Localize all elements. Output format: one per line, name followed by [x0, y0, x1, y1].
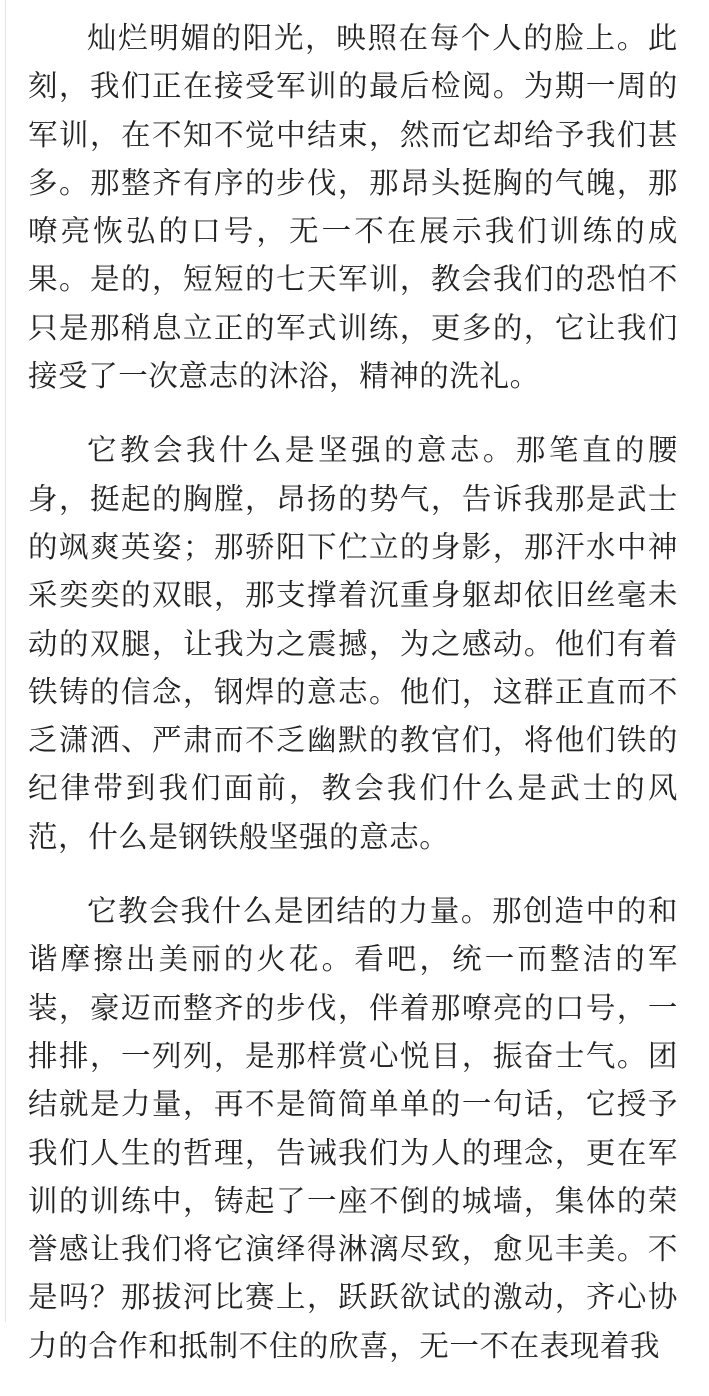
article-body [28, 14, 678, 1396]
paragraph-3: 它教会我什么是团结的力量。那创造中的和谐摩擦出美丽的火花。看吧，统一而整洁的军装，豪迈而整齐的步伐，伴着那嘹亮的口号，一排排，一列列，是那样赏心悦目，振奋士气。团结就是力量，再不是简简单单的一句话，它授予我们人生的哲理，告诫我们为人的理念，更在军训的训练中，铸起了一座不倒的城墙，集体的荣誉感让我们将它演绎得淋漓尽致，愈见丰美。不是吗？那拔河比赛上，跃跃欲试的激动，齐心协力的合作和抵制不住的欣喜，无一不在表现着我 [28, 894, 678, 1363]
paragraph-2: 它教会我什么是坚强的意志。那笔直的腰身，挺起的胸膛，昂扬的势气，告诉我那是武士的飒爽英姿；那骄阳下伫立的身影，那汗水中神采奕奕的双眼，那支撑着沉重身躯却依旧丝毫未动的双腿，让我为之震撼，为之感动。他们有着铁铸的信念，钢焊的意志。他们，这群正直而不乏潇洒、严肃而不乏幽默的教官们，将他们铁的纪律带到我们面前，教会我们什么是武士的风范，什么是钢铁般坚强的意志。 [28, 433, 678, 854]
left-border-line [5, 0, 6, 1322]
paragraph-1: 灿烂明媚的阳光，映照在每个人的脸上。此刻，我们正在接受军训的最后检阅。为期一周的军训，在不知不觉中结束，然而它却给予我们甚多。那整齐有序的步伐，那昂头挺胸的气魄，那嘹亮恢弘的口号，无一不在展示我们训练的成果。是的，短短的七天军训，教会我们的恐怕不只是那稍息立正的军式训练，更多的，它让我们接受了一次意志的沐浴，精神的洗礼。 [28, 21, 678, 394]
